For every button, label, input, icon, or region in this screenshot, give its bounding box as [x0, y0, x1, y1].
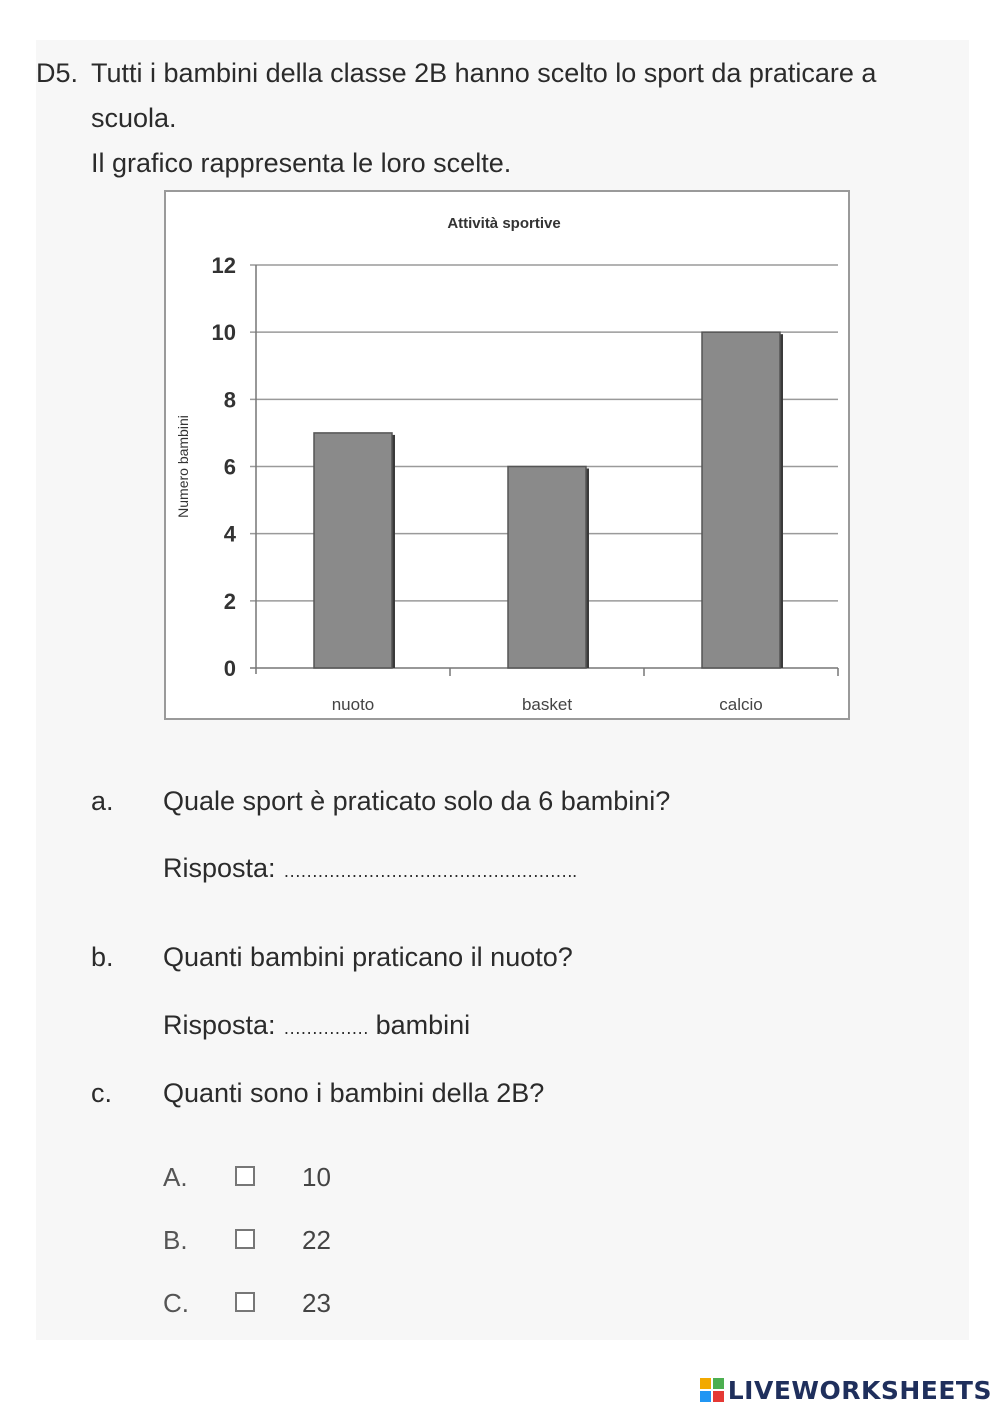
y-tick-label: 6 [223, 454, 236, 480]
item-a-answer [163, 853, 576, 884]
option-c-value: 23 [302, 1288, 331, 1318]
y-tick-label: 12 [211, 253, 236, 278]
x-category-label: calcio [719, 695, 763, 714]
item-b-letter: b. [91, 942, 114, 972]
chart-y-ticks [212, 253, 237, 681]
item-b-question: Quanti bambini praticano il nuoto? [163, 942, 573, 972]
chart-svg [166, 192, 852, 722]
option-a-checkbox[interactable] [235, 1166, 255, 1186]
intro-line-2: scuola. [91, 103, 177, 133]
item-c-letter: c. [91, 1078, 113, 1108]
liveworksheets-brand[interactable] [700, 1373, 992, 1407]
option-b-value: 22 [302, 1225, 331, 1255]
bar-nuoto [314, 433, 392, 668]
option-a-value: 10 [302, 1162, 331, 1192]
option-c-checkbox[interactable] [235, 1292, 255, 1312]
question-number: D5. [36, 58, 79, 88]
bar-basket [508, 467, 586, 669]
liveworksheets-logo-icon [700, 1378, 724, 1402]
item-b-answer-suffix: bambini [375, 1010, 471, 1040]
bar-chart [164, 190, 850, 720]
intro-line-1: Tutti i bambini della classe 2B hanno scelto lo sport da praticare a [91, 58, 877, 88]
bar-calcio [702, 332, 780, 668]
item-b-answer [163, 1010, 470, 1041]
option-b-letter: B. [163, 1225, 188, 1255]
chart-title: Attività sportive [447, 215, 561, 232]
item-b-answer-field[interactable]: …………… [283, 1018, 369, 1038]
option-b-checkbox[interactable] [235, 1229, 255, 1249]
option-c-letter: C. [163, 1288, 189, 1318]
item-a-letter: a. [91, 786, 114, 816]
y-tick-label: 0 [223, 656, 236, 681]
item-a-answer-field[interactable]: ……………………………………………. [283, 861, 577, 881]
option-a-letter: A. [163, 1162, 188, 1192]
x-category-label: basket [521, 695, 573, 714]
item-c-question: Quanti sono i bambini della 2B? [163, 1078, 545, 1108]
y-tick-label: 2 [223, 588, 236, 614]
y-tick-label: 4 [223, 521, 236, 547]
y-tick-label: 8 [223, 387, 236, 413]
brand-text: LIVEWORKSHEETS [727, 1375, 992, 1405]
chart-x-ticks [332, 668, 838, 714]
chart-bars [314, 332, 783, 668]
item-b-answer-label: Risposta: [163, 1010, 276, 1040]
x-category-label: nuoto [331, 695, 375, 714]
y-tick-label: 10 [211, 320, 236, 346]
item-a-answer-label: Risposta: [163, 853, 276, 883]
chart-y-axis-label: Numero bambini [175, 415, 191, 518]
intro-line-3: Il grafico rappresenta le loro scelte. [91, 148, 512, 178]
item-a-question: Quale sport è praticato solo da 6 bambini? [163, 786, 671, 816]
